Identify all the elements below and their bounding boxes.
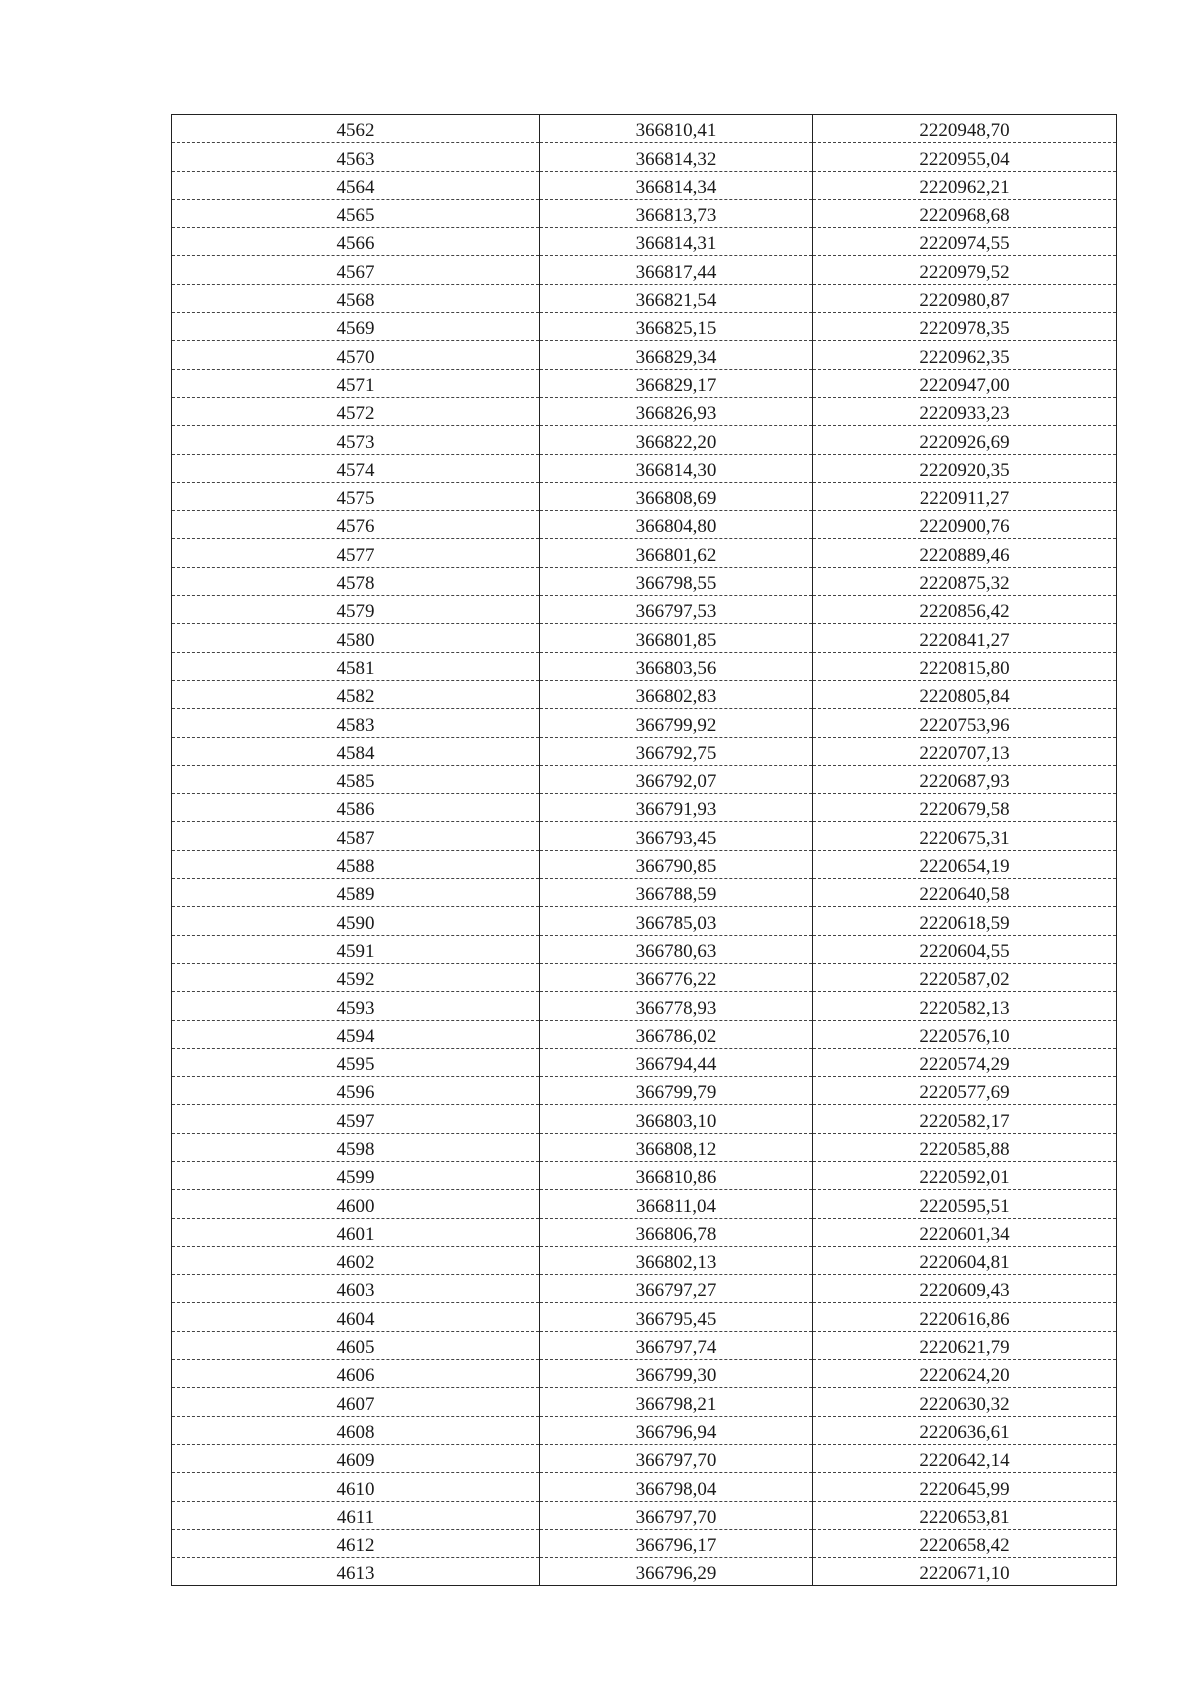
y-coordinate-cell: 2220675,31: [813, 822, 1117, 850]
x-coordinate-cell: 366797,27: [540, 1275, 813, 1303]
x-coordinate-cell: 366825,15: [540, 313, 813, 341]
table-row: [172, 115, 1117, 143]
x-coordinate-cell: 366793,45: [540, 822, 813, 850]
y-coordinate-cell: 2220582,13: [813, 992, 1117, 1020]
y-coordinate-cell: 2220687,93: [813, 765, 1117, 793]
point-number-cell: 4589: [172, 879, 540, 907]
table-row: [172, 256, 1117, 284]
y-coordinate-cell: 2220955,04: [813, 143, 1117, 171]
x-coordinate-cell: 366810,41: [540, 115, 813, 143]
x-coordinate-cell: 366804,80: [540, 511, 813, 539]
table-row: [172, 1077, 1117, 1105]
table-row: [172, 1473, 1117, 1501]
table-row: [172, 737, 1117, 765]
y-coordinate-cell: 2220889,46: [813, 539, 1117, 567]
x-coordinate-cell: 366802,13: [540, 1246, 813, 1274]
y-coordinate-cell: 2220841,27: [813, 624, 1117, 652]
table-row: [172, 171, 1117, 199]
table-row: [172, 1020, 1117, 1048]
x-coordinate-cell: 366785,03: [540, 907, 813, 935]
point-number-cell: 4610: [172, 1473, 540, 1501]
point-number-cell: 4584: [172, 737, 540, 765]
point-number-cell: 4603: [172, 1275, 540, 1303]
x-coordinate-cell: 366814,31: [540, 228, 813, 256]
x-coordinate-cell: 366799,30: [540, 1360, 813, 1388]
point-number-cell: 4606: [172, 1360, 540, 1388]
x-coordinate-cell: 366799,79: [540, 1077, 813, 1105]
y-coordinate-cell: 2220621,79: [813, 1331, 1117, 1359]
point-number-cell: 4609: [172, 1444, 540, 1472]
y-coordinate-cell: 2220920,35: [813, 454, 1117, 482]
y-coordinate-cell: 2220636,61: [813, 1416, 1117, 1444]
x-coordinate-cell: 366801,62: [540, 539, 813, 567]
table-row: [172, 624, 1117, 652]
point-number-cell: 4578: [172, 567, 540, 595]
y-coordinate-cell: 2220592,01: [813, 1161, 1117, 1189]
point-number-cell: 4583: [172, 709, 540, 737]
point-number-cell: 4605: [172, 1331, 540, 1359]
point-number-cell: 4564: [172, 171, 540, 199]
table-row: [172, 596, 1117, 624]
x-coordinate-cell: 366790,85: [540, 850, 813, 878]
point-number-cell: 4602: [172, 1246, 540, 1274]
x-coordinate-cell: 366814,30: [540, 454, 813, 482]
x-coordinate-cell: 366808,12: [540, 1133, 813, 1161]
point-number-cell: 4590: [172, 907, 540, 935]
table-row: [172, 1529, 1117, 1557]
y-coordinate-cell: 2220630,32: [813, 1388, 1117, 1416]
point-number-cell: 4598: [172, 1133, 540, 1161]
point-number-cell: 4569: [172, 313, 540, 341]
x-coordinate-cell: 366814,32: [540, 143, 813, 171]
point-number-cell: 4585: [172, 765, 540, 793]
x-coordinate-cell: 366795,45: [540, 1303, 813, 1331]
point-number-cell: 4572: [172, 397, 540, 425]
table-row: [172, 1360, 1117, 1388]
point-number-cell: 4566: [172, 228, 540, 256]
y-coordinate-cell: 2220679,58: [813, 794, 1117, 822]
x-coordinate-cell: 366829,34: [540, 341, 813, 369]
x-coordinate-cell: 366806,78: [540, 1218, 813, 1246]
x-coordinate-cell: 366803,10: [540, 1105, 813, 1133]
point-number-cell: 4611: [172, 1501, 540, 1529]
y-coordinate-cell: 2220577,69: [813, 1077, 1117, 1105]
x-coordinate-cell: 366821,54: [540, 284, 813, 312]
table-row: [172, 454, 1117, 482]
point-number-cell: 4565: [172, 199, 540, 227]
x-coordinate-cell: 366814,34: [540, 171, 813, 199]
y-coordinate-cell: 2220653,81: [813, 1501, 1117, 1529]
point-number-cell: 4596: [172, 1077, 540, 1105]
y-coordinate-cell: 2220856,42: [813, 596, 1117, 624]
y-coordinate-cell: 2220640,58: [813, 879, 1117, 907]
point-number-cell: 4573: [172, 426, 540, 454]
y-coordinate-cell: 2220926,69: [813, 426, 1117, 454]
point-number-cell: 4591: [172, 935, 540, 963]
x-coordinate-cell: 366798,04: [540, 1473, 813, 1501]
x-coordinate-cell: 366794,44: [540, 1048, 813, 1076]
table-row: [172, 567, 1117, 595]
point-number-cell: 4608: [172, 1416, 540, 1444]
y-coordinate-cell: 2220671,10: [813, 1558, 1117, 1586]
table-row: [172, 1048, 1117, 1076]
y-coordinate-cell: 2220968,68: [813, 199, 1117, 227]
table-row: [172, 341, 1117, 369]
table-row: [172, 963, 1117, 991]
x-coordinate-cell: 366788,59: [540, 879, 813, 907]
point-number-cell: 4601: [172, 1218, 540, 1246]
y-coordinate-cell: 2220805,84: [813, 680, 1117, 708]
x-coordinate-cell: 366786,02: [540, 1020, 813, 1048]
y-coordinate-cell: 2220609,43: [813, 1275, 1117, 1303]
x-coordinate-cell: 366780,63: [540, 935, 813, 963]
y-coordinate-cell: 2220604,55: [813, 935, 1117, 963]
table-row: [172, 850, 1117, 878]
x-coordinate-cell: 366810,86: [540, 1161, 813, 1189]
y-coordinate-cell: 2220616,86: [813, 1303, 1117, 1331]
point-number-cell: 4600: [172, 1190, 540, 1218]
point-number-cell: 4571: [172, 369, 540, 397]
point-number-cell: 4577: [172, 539, 540, 567]
table-row: [172, 397, 1117, 425]
table-row: [172, 1105, 1117, 1133]
table-row: [172, 1388, 1117, 1416]
point-number-cell: 4595: [172, 1048, 540, 1076]
table-row: [172, 680, 1117, 708]
table-row: [172, 313, 1117, 341]
y-coordinate-cell: 2220574,29: [813, 1048, 1117, 1076]
x-coordinate-cell: 366822,20: [540, 426, 813, 454]
x-coordinate-cell: 366802,83: [540, 680, 813, 708]
y-coordinate-cell: 2220582,17: [813, 1105, 1117, 1133]
point-number-cell: 4604: [172, 1303, 540, 1331]
point-number-cell: 4607: [172, 1388, 540, 1416]
y-coordinate-cell: 2220974,55: [813, 228, 1117, 256]
y-coordinate-cell: 2220947,00: [813, 369, 1117, 397]
coordinates-table: [171, 114, 1117, 1586]
table-row: [172, 143, 1117, 171]
table-row: [172, 228, 1117, 256]
point-number-cell: 4613: [172, 1558, 540, 1586]
table-row: [172, 1416, 1117, 1444]
table-row: [172, 1246, 1117, 1274]
point-number-cell: 4579: [172, 596, 540, 624]
y-coordinate-cell: 2220933,23: [813, 397, 1117, 425]
table-row: [172, 1331, 1117, 1359]
y-coordinate-cell: 2220979,52: [813, 256, 1117, 284]
point-number-cell: 4597: [172, 1105, 540, 1133]
point-number-cell: 4582: [172, 680, 540, 708]
table-row: [172, 199, 1117, 227]
table-row: [172, 992, 1117, 1020]
table-row: [172, 482, 1117, 510]
point-number-cell: 4574: [172, 454, 540, 482]
table-row: [172, 284, 1117, 312]
point-number-cell: 4586: [172, 794, 540, 822]
x-coordinate-cell: 366811,04: [540, 1190, 813, 1218]
x-coordinate-cell: 366797,70: [540, 1501, 813, 1529]
point-number-cell: 4599: [172, 1161, 540, 1189]
table-row: [172, 1133, 1117, 1161]
point-number-cell: 4593: [172, 992, 540, 1020]
table-row: [172, 1501, 1117, 1529]
x-coordinate-cell: 366792,75: [540, 737, 813, 765]
y-coordinate-cell: 2220900,76: [813, 511, 1117, 539]
y-coordinate-cell: 2220753,96: [813, 709, 1117, 737]
table-row: [172, 1190, 1117, 1218]
table-row: [172, 879, 1117, 907]
point-number-cell: 4570: [172, 341, 540, 369]
point-number-cell: 4581: [172, 652, 540, 680]
x-coordinate-cell: 366792,07: [540, 765, 813, 793]
point-number-cell: 4576: [172, 511, 540, 539]
point-number-cell: 4580: [172, 624, 540, 652]
x-coordinate-cell: 366796,29: [540, 1558, 813, 1586]
y-coordinate-cell: 2220604,81: [813, 1246, 1117, 1274]
y-coordinate-cell: 2220948,70: [813, 115, 1117, 143]
y-coordinate-cell: 2220624,20: [813, 1360, 1117, 1388]
x-coordinate-cell: 366797,53: [540, 596, 813, 624]
y-coordinate-cell: 2220654,19: [813, 850, 1117, 878]
table-row: [172, 1161, 1117, 1189]
table-row: [172, 765, 1117, 793]
point-number-cell: 4568: [172, 284, 540, 312]
point-number-cell: 4612: [172, 1529, 540, 1557]
x-coordinate-cell: 366801,85: [540, 624, 813, 652]
y-coordinate-cell: 2220645,99: [813, 1473, 1117, 1501]
point-number-cell: 4575: [172, 482, 540, 510]
coordinates-table-body: [172, 115, 1117, 1586]
y-coordinate-cell: 2220978,35: [813, 313, 1117, 341]
y-coordinate-cell: 2220587,02: [813, 963, 1117, 991]
x-coordinate-cell: 366803,56: [540, 652, 813, 680]
y-coordinate-cell: 2220815,80: [813, 652, 1117, 680]
x-coordinate-cell: 366778,93: [540, 992, 813, 1020]
x-coordinate-cell: 366798,55: [540, 567, 813, 595]
y-coordinate-cell: 2220585,88: [813, 1133, 1117, 1161]
point-number-cell: 4594: [172, 1020, 540, 1048]
y-coordinate-cell: 2220962,35: [813, 341, 1117, 369]
x-coordinate-cell: 366797,70: [540, 1444, 813, 1472]
y-coordinate-cell: 2220911,27: [813, 482, 1117, 510]
table-row: [172, 1218, 1117, 1246]
point-number-cell: 4588: [172, 850, 540, 878]
table-row: [172, 794, 1117, 822]
x-coordinate-cell: 366829,17: [540, 369, 813, 397]
point-number-cell: 4562: [172, 115, 540, 143]
table-row: [172, 1558, 1117, 1586]
x-coordinate-cell: 366796,94: [540, 1416, 813, 1444]
x-coordinate-cell: 366808,69: [540, 482, 813, 510]
y-coordinate-cell: 2220576,10: [813, 1020, 1117, 1048]
table-row: [172, 1275, 1117, 1303]
table-row: [172, 652, 1117, 680]
y-coordinate-cell: 2220875,32: [813, 567, 1117, 595]
y-coordinate-cell: 2220618,59: [813, 907, 1117, 935]
y-coordinate-cell: 2220595,51: [813, 1190, 1117, 1218]
table-row: [172, 426, 1117, 454]
table-row: [172, 1444, 1117, 1472]
y-coordinate-cell: 2220642,14: [813, 1444, 1117, 1472]
table-row: [172, 1303, 1117, 1331]
table-row: [172, 539, 1117, 567]
point-number-cell: 4567: [172, 256, 540, 284]
table-row: [172, 511, 1117, 539]
table-row: [172, 369, 1117, 397]
x-coordinate-cell: 366796,17: [540, 1529, 813, 1557]
x-coordinate-cell: 366776,22: [540, 963, 813, 991]
x-coordinate-cell: 366798,21: [540, 1388, 813, 1416]
point-number-cell: 4563: [172, 143, 540, 171]
table-row: [172, 822, 1117, 850]
x-coordinate-cell: 366813,73: [540, 199, 813, 227]
y-coordinate-cell: 2220601,34: [813, 1218, 1117, 1246]
table-row: [172, 907, 1117, 935]
x-coordinate-cell: 366797,74: [540, 1331, 813, 1359]
point-number-cell: 4592: [172, 963, 540, 991]
y-coordinate-cell: 2220707,13: [813, 737, 1117, 765]
point-number-cell: 4587: [172, 822, 540, 850]
y-coordinate-cell: 2220658,42: [813, 1529, 1117, 1557]
y-coordinate-cell: 2220962,21: [813, 171, 1117, 199]
x-coordinate-cell: 366826,93: [540, 397, 813, 425]
x-coordinate-cell: 366791,93: [540, 794, 813, 822]
x-coordinate-cell: 366817,44: [540, 256, 813, 284]
y-coordinate-cell: 2220980,87: [813, 284, 1117, 312]
x-coordinate-cell: 366799,92: [540, 709, 813, 737]
table-row: [172, 709, 1117, 737]
table-row: [172, 935, 1117, 963]
